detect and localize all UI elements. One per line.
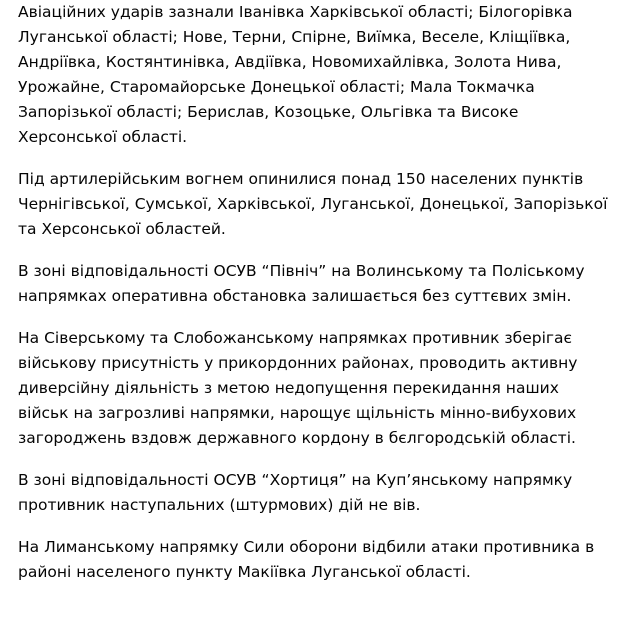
paragraph-lyman: На Лиманському напрямку Сили оборони відбили атаки противника в районі населеного пункту Макіївка Луганської області. — [18, 538, 595, 581]
paragraph-north-zone: В зоні відповідальності ОСУВ “Північ” на Волинському та Поліському напрямках оперативна обстановка залишається без суттєвих змін. — [18, 262, 585, 305]
paragraph-air-strikes: Авіаційних ударів зазнали Іванівка Харківської області; Білогорівка Луганської області; Нове, Терни, Спірне, Виїмка, Веселе, Кліщіївка, Андріївка, Костянтинівка, Авдіївка, Новомихайлівка, Золота Нива, Урожайне, Старомайорське Донецької області; Мала Токмачка Запорізької області; Берислав, Козоцьке, Ольгівка та Високе Херсонської області. — [18, 3, 573, 146]
paragraph-khortytsia-zone: В зоні відповідальності ОСУВ “Хортиця” на Куп’янському напрямку противник наступальних (штурмових) дій не вів. — [18, 471, 573, 514]
paragraph-siversk-slobozhansk: На Сіверському та Слобожанському напрямках противник зберігає військову присутність у прикордонних районах, проводить активну диверсійну діяльність з метою недопущення перекидання наших військ на загрозливі напрямки, нарощує щільність мінно-вибухових загороджень вздовж державного кордону в бєлгородській області. — [18, 329, 578, 447]
paragraph-artillery: Під артилерійським вогнем опинилися понад 150 населених пунктів Чернігівської, Сумської, Харківської, Луганської, Донецької, Запорізької та Херсонської областей. — [18, 170, 608, 238]
